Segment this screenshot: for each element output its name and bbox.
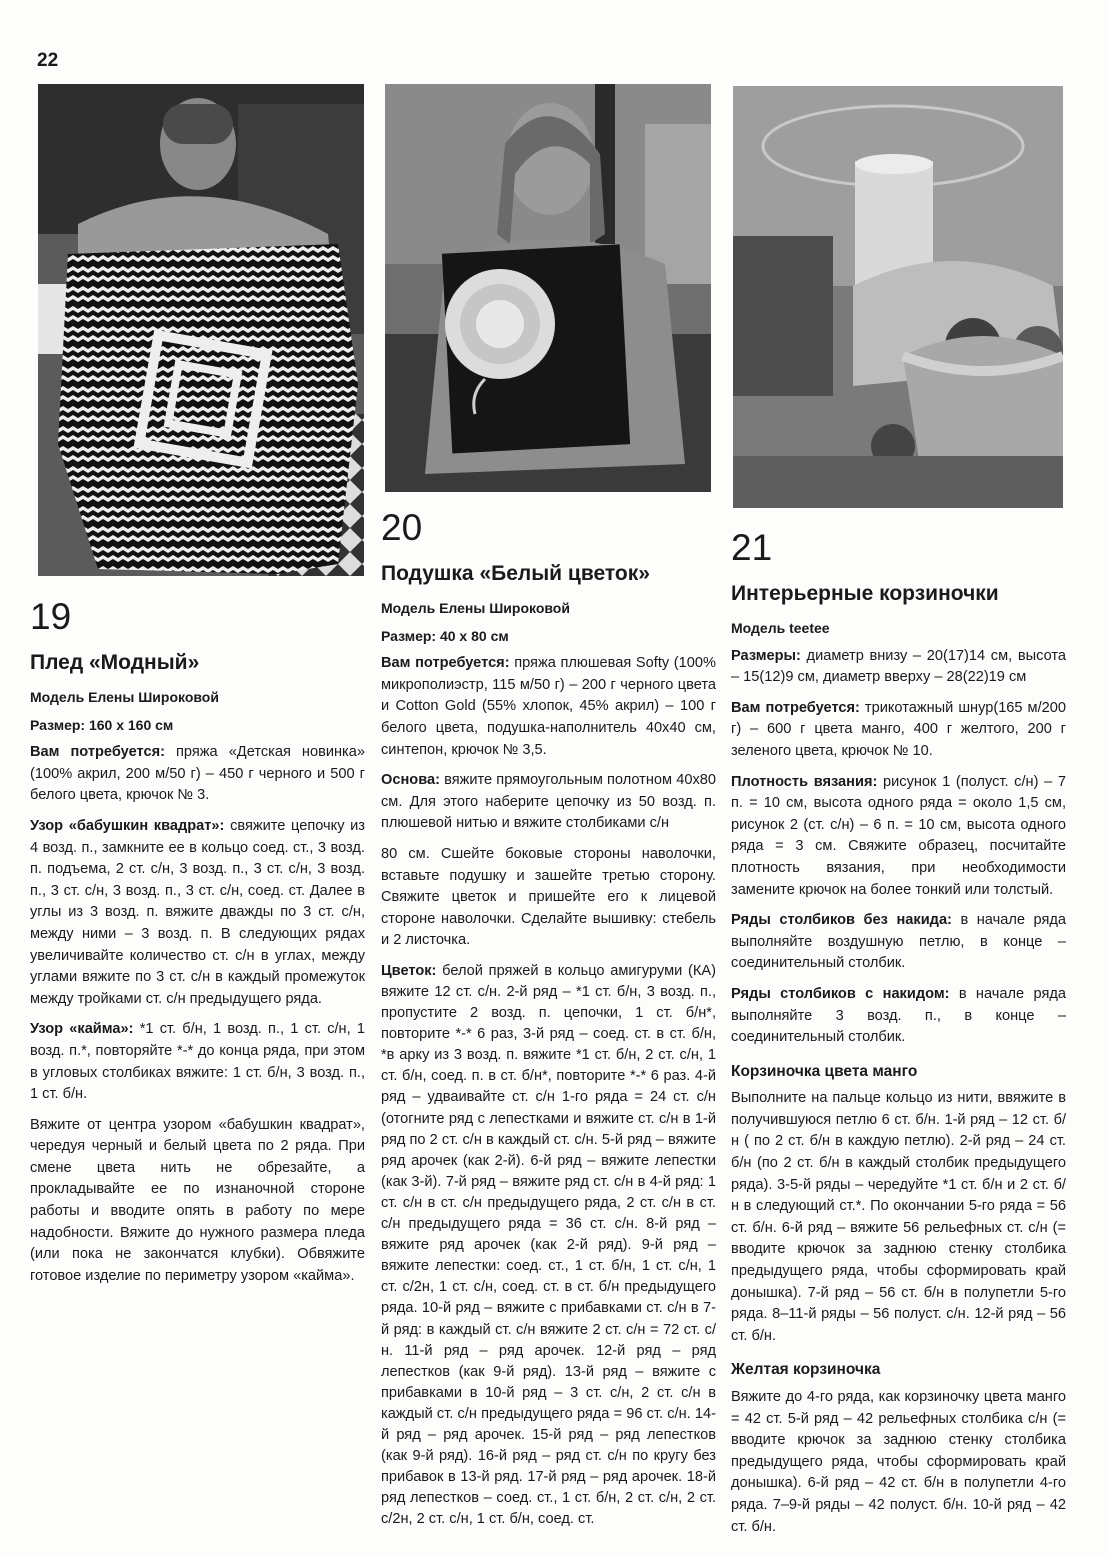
paragraph: Ряды столбиков с накидом: в начале ряда выполняйте 3 возд. п., в конце – соединительный столбик. bbox=[731, 985, 1066, 1046]
paragraph: Узор «кайма»: *1 ст. б/н, 1 возд. п., 1 ст. с/н, 1 возд. п.*, повторяйте *-* до конца ряда, при этом в угловых столбиках вяжите: 1 ст. б/н, 3 возд. п., 1 ст. б/н. bbox=[30, 1021, 365, 1103]
item-model: Модель Елены Широковой bbox=[30, 689, 219, 705]
paragraph: Вам потребуется: пряжа «Детская новинка» (100% акрил, 200 м/50 г) – 450 г черного и 500 г белого цвета, крючок № 3. bbox=[30, 744, 365, 804]
paragraph: Узор «бабушкин квадрат»: свяжите цепочку из 4 возд. п., замкните ее в кольцо соед. ст., 3 возд. п. подъема, 2 ст. с/н, 3 возд. п., 3 ст. с/н, 3 возд. п., 3 ст. с/н, 3 возд. п., 3 ст. с/н, соед. ст. Далее в углы из 3 возд. п. вяжите дважды по 3 ст. с/н, между ними – 3 возд. п. В следующих рядах увеличивайте количество ст. с/н в углах, между углами вяжите по 3 ст. с/н в каждый промежуток между тройками ст. с/н предыдущего ряда. bbox=[30, 817, 365, 1007]
item-number: 21 bbox=[731, 527, 773, 568]
item-title: Плед «Модный» bbox=[30, 651, 200, 674]
column-item-21 bbox=[731, 528, 1066, 1547]
item-model: Модель Елены Широковой bbox=[381, 600, 570, 616]
item-model: Модель teetee bbox=[731, 620, 830, 636]
blanket-photo bbox=[38, 84, 364, 576]
paragraph: Вам потребуется: пряжа плюшевая Softy (100% микрополиэстр, 115 м/50 г) – 200 г черного цвета и Cotton Gold (55% хлопок, 45% акрил) – 100 г белого цвета, подушка-наполнитель 40х40 см, синтепон, крючок № 3,5. bbox=[381, 655, 716, 758]
paragraph: 80 см. Сшейте боковые стороны наволочки, вставьте подушку и зашейте третью сторону. Свяжите цветок и пришейте его к лицевой стороне наволочки. Сделайте вышивку: стебель и 2 листочка. bbox=[381, 845, 716, 949]
paragraph: Основа: вяжите прямоугольным полотном 40х80 см. Для этого наберите цепочку из 50 возд. п. плюшевой нитью и вяжите столбиками с/н bbox=[381, 772, 716, 832]
item-title: Подушка «Белый цветок» bbox=[381, 562, 650, 585]
paragraph: Ряды столбиков без накида: в начале ряда выполняйте воздушную петлю, в конце – соединительный столбик. bbox=[731, 912, 1066, 972]
section-heading: Корзиночка цвета манго bbox=[731, 1062, 918, 1080]
section-text: Вяжите до 4-го ряда, как корзиночку цвета манго = 42 ст. 5-й ряд – 42 рельефных столбика с/н (= вводите крючок за заднюю стенку столбика предыдущего ряда, чтобы сформировать край донышка). 6-й ряд – 42 ст. б/н в полупетли 4-го ряда. 7–9-й ряды – 42 полуст. б/н. 10-й ряд – 42 ст. б/н. bbox=[731, 1389, 1066, 1535]
item-size: Размер: 160 х 160 см bbox=[30, 716, 174, 733]
item-title: Интерьерные корзиночки bbox=[731, 582, 999, 605]
pillow-photo bbox=[385, 84, 711, 492]
item-number: 19 bbox=[30, 596, 72, 637]
item-number: 20 bbox=[381, 507, 423, 548]
paragraph: Цветок: белой пряжей в кольцо амигуруми (КА) вяжите 12 ст. с/н. 2-й ряд – *1 ст. б/н, 3 возд. п., пропустите 2 возд. п. цепочки, 1 ст. б/н*, повторите *-* 6 раз, 3-й ряд – соед. ст. в ст. б/н, *в арку из 3 возд. п. вяжите *1 ст. б/н, 2 ст. с/н, 1 ст. б/н, соед. п. в ст. б/н*, повторите *-* 6 раз. 4-й ряд – удваивайте ст. с/н 1-го ряда = 24 ст. с/н (отогните ряд с лепестками и вяжите ст. с/н в 1-й ряд по 2 ст. с/н в каждый ст. с/н. 5-й ряд – вяжите ряд арочек (как 2-й). 6-й ряд – вяжите лепестки (как 3-й). 7-й ряд – вяжите ряд ст. с/н в 4-й ряд: 1 ст. с/н в ст. с/н предыдущего ряда, 2 ст. с/н в ст. с/н предыдущего ряда = 36 ст. с/н. 8-й ряд – вяжите ряд арочек (как 2-й ряд). 9-й ряд – вяжите лепестки: соед. ст., 1 ст. б/н, 1 ст. с/н, 1 ст. с/2н, 1 ст. с/н, соед. ст. в ст. б/н предыдущего ряда. 10-й ряд – вяжите с прибавками ст. с/н в 7-й ряд: в каждый ст. с/н вяжите 2 ст. с/н = 72 ст. с/н. 11-й ряд – ряд арочек. 12-й ряд – ряд лепестков (как 9-й ряд). 13-й ряд – вяжите с прибавками в 10-й ряд – 3 ст. с/н, 2 ст. с/н в каждый ст. с/н предыдущего ряда = 96 ст. с/н. 14-й ряд – ряд арочек. 15-й ряд – ряд лепестков (как 9-й ряд). 16-й ряд – ряд ст. с/н по кругу без прибавок в 13-й ряд. 17-й ряд – ряд арочек. 18-й ряд лепестков – соед. ст., 1 ст. б/н, 2 ст. с/н, 2 ст. с/2н, 2 ст. с/н, 1 ст. б/н, соед. ст. bbox=[381, 962, 716, 1528]
column-item-20 bbox=[381, 508, 716, 1539]
section-heading: Желтая корзиночка bbox=[731, 1361, 881, 1379]
section-text: Выполните на пальце кольцо из нити, ввяжите в получившуюся петлю 6 ст. б/н. 1-й ряд – 12 ст. б/н ( по 2 ст. б/н в каждую петлю). 2-й ряд – 24 ст. б/н (по 2 ст. б/н в каждый столбик предыдущего ряда). 3-5-й ряды – чередуйте *1 ст. б/н и 2 ст. б/н в следующий ст.*. По окончании 5-го ряда = 56 ст. б/н. 6-й ряд – вяжите 56 рельефных ст. с/н (= вводите крючок за заднюю стенку столбика предыдущего ряда, чтобы сформировать край донышка). 7-й ряд – 56 ст. б/н в полупетли 5-го ряда. 8–11-й ряды – 56 полуст. с/н. 12-й ряд – 56 ст. б/н. bbox=[731, 1090, 1066, 1344]
baskets-photo bbox=[733, 86, 1063, 508]
paragraph: Вам потребуется: трикотажный шнур(165 м/200 г) – 600 г цвета манго, 400 г желтого, 200 г зеленого цвета, крючок № 10. bbox=[731, 699, 1066, 759]
page-number: 22 bbox=[37, 50, 59, 71]
column-item-19 bbox=[30, 597, 365, 1296]
baskets-and-candle-image bbox=[733, 86, 1063, 508]
paragraph: Вяжите от центра узором «бабушкин квадрат», чередуя черный и белый цвета по 2 ряда. При смене цвета нить не обрезайте, а прокладывайте ее по изнаночной стороне работы и вводите опять в работу по мере надобности. Вяжите до нужного размера пледа (или пока не закончатся клубки). Обвяжите готовое изделие по периметру узором «кайма». bbox=[30, 1116, 365, 1284]
item-size: Размер: 40 х 80 см bbox=[381, 627, 509, 644]
paragraph: Размеры: диаметр внизу – 20(17)14 см, высота – 15(12)9 см, диаметр вверху – 28(22)19 см bbox=[731, 647, 1066, 686]
woman-holding-blanket-image bbox=[38, 84, 364, 576]
paragraph: Плотность вязания: рисунок 1 (полуст. с/н) – 7 п. = 10 см, высота одного ряда = около 1,5 см, рисунок 2 (ст. с/н) – 6 п. = 10 см, высота одного ряда = 3 см. Свяжите образец, посчитайте плотность вязания, при необходимости замените крючок на более тонкий или толстый. bbox=[731, 773, 1066, 898]
woman-holding-pillow-image bbox=[385, 84, 711, 492]
